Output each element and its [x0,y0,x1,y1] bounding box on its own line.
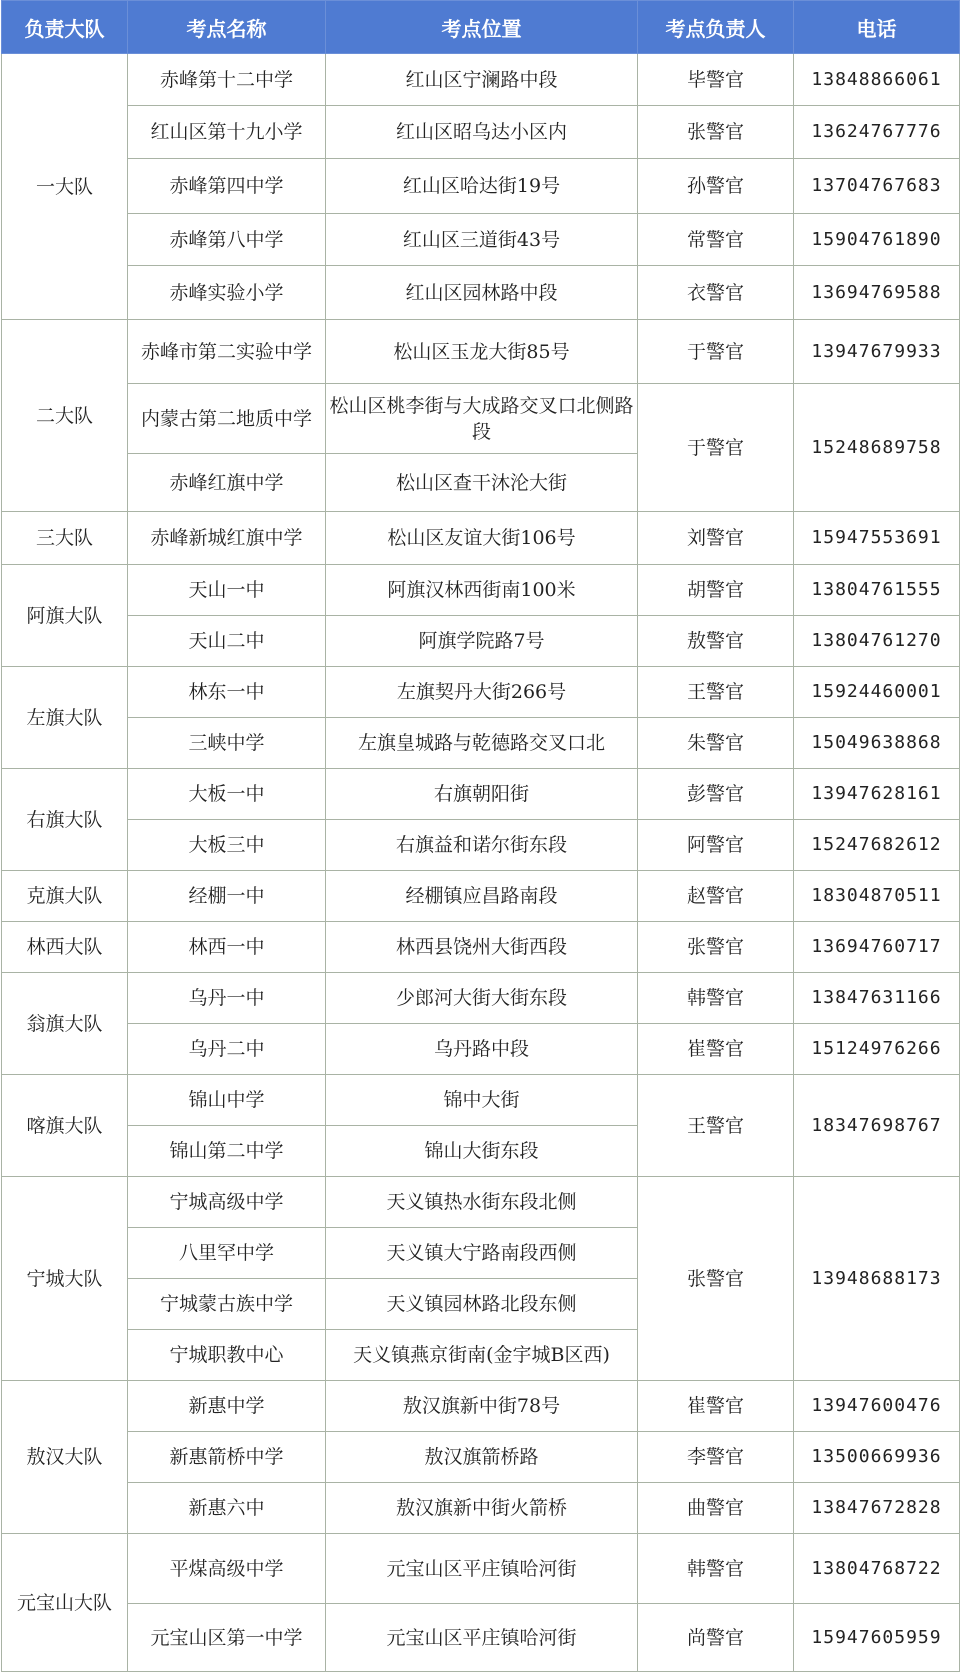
phone: 13624767776 [794,106,960,159]
site-name: 林西一中 [128,922,326,973]
officer: 孙警官 [638,159,794,214]
site-location: 红山区昭乌达小区内 [326,106,638,159]
site-location: 乌丹路中段 [326,1024,638,1075]
table-row [2,667,960,718]
site-name: 宁城职教中心 [128,1330,326,1381]
site-location: 元宝山区平庄镇哈河街 [326,1534,638,1604]
phone: 13847631166 [794,973,960,1024]
table-row [2,1534,960,1604]
officer: 张警官 [638,1177,794,1381]
site-name: 新惠中学 [128,1381,326,1432]
site-name: 林东一中 [128,667,326,718]
site-name: 赤峰实验小学 [128,266,326,320]
officer: 曲警官 [638,1483,794,1534]
officer: 王警官 [638,1075,794,1177]
team-cell: 二大队 [2,320,128,512]
site-location: 林西县饶州大街西段 [326,922,638,973]
table-row [2,1604,960,1672]
phone: 15924460001 [794,667,960,718]
site-name: 赤峰红旗中学 [128,454,326,512]
officer: 毕警官 [638,54,794,106]
officer: 王警官 [638,667,794,718]
site-name: 锦山中学 [128,1075,326,1126]
site-name: 乌丹二中 [128,1024,326,1075]
officer: 尚警官 [638,1604,794,1672]
officer: 常警官 [638,214,794,266]
site-location: 锦中大街 [326,1075,638,1126]
phone: 13947628161 [794,769,960,820]
site-name: 元宝山区第一中学 [128,1604,326,1672]
phone: 13847672828 [794,1483,960,1534]
site-location: 松山区友谊大街106号 [326,512,638,565]
table-row [2,1177,960,1228]
site-location: 敖汉旗箭桥路 [326,1432,638,1483]
site-location: 红山区宁澜路中段 [326,54,638,106]
phone: 15248689758 [794,384,960,512]
site-name: 天山一中 [128,565,326,616]
site-name: 天山二中 [128,616,326,667]
table-row [2,1024,960,1075]
table-row [2,871,960,922]
site-location: 左旗契丹大街266号 [326,667,638,718]
table-header-row [2,1,960,54]
team-cell: 翁旗大队 [2,973,128,1075]
site-name: 新惠六中 [128,1483,326,1534]
phone: 15947605959 [794,1604,960,1672]
table-row [2,1483,960,1534]
site-name: 锦山第二中学 [128,1126,326,1177]
site-name: 赤峰市第二实验中学 [128,320,326,384]
site-location: 阿旗汉林西街南100米 [326,565,638,616]
table-row [2,54,960,106]
officer: 彭警官 [638,769,794,820]
phone: 13804761555 [794,565,960,616]
site-name: 大板一中 [128,769,326,820]
team-cell: 一大队 [2,54,128,320]
table-row [2,266,960,320]
officer: 韩警官 [638,973,794,1024]
site-name: 乌丹一中 [128,973,326,1024]
table-row [2,320,960,384]
site-location: 红山区哈达街19号 [326,159,638,214]
site-location: 松山区查干沐沦大街 [326,454,638,512]
phone: 13704767683 [794,159,960,214]
officer: 张警官 [638,106,794,159]
site-location: 红山区园林路中段 [326,266,638,320]
table-row [2,922,960,973]
officer: 赵警官 [638,871,794,922]
phone: 13948688173 [794,1177,960,1381]
officer: 朱警官 [638,718,794,769]
site-location: 天义镇大宁路南段西侧 [326,1228,638,1279]
officer: 于警官 [638,384,794,512]
table-row [2,565,960,616]
site-location: 左旗皇城路与乾德路交叉口北 [326,718,638,769]
phone: 13804768722 [794,1534,960,1604]
site-location: 敖汉旗新中街火箭桥 [326,1483,638,1534]
officer: 李警官 [638,1432,794,1483]
team-cell: 林西大队 [2,922,128,973]
site-location: 右旗益和诺尔街东段 [326,820,638,871]
site-location: 阿旗学院路7号 [326,616,638,667]
table-row [2,820,960,871]
site-name: 大板三中 [128,820,326,871]
site-name: 宁城高级中学 [128,1177,326,1228]
header-phone: 电话 [794,1,960,54]
table-row [2,769,960,820]
team-cell: 三大队 [2,512,128,565]
phone: 13947679933 [794,320,960,384]
site-name: 八里罕中学 [128,1228,326,1279]
site-name: 三峡中学 [128,718,326,769]
phone: 13694769588 [794,266,960,320]
site-location: 右旗朝阳街 [326,769,638,820]
phone: 13804761270 [794,616,960,667]
phone: 13947600476 [794,1381,960,1432]
officer: 刘警官 [638,512,794,565]
officer: 阿警官 [638,820,794,871]
phone: 13500669936 [794,1432,960,1483]
site-location: 天义镇园林路北段东侧 [326,1279,638,1330]
header-team: 负责大队 [2,1,128,54]
site-location: 天义镇燕京街南(金宇城B区西) [326,1330,638,1381]
site-location: 少郎河大街大街东段 [326,973,638,1024]
team-cell: 阿旗大队 [2,565,128,667]
table-row [2,1432,960,1483]
header-site-name: 考点名称 [128,1,326,54]
table-row [2,512,960,565]
officer: 衣警官 [638,266,794,320]
phone: 15247682612 [794,820,960,871]
table-row [2,973,960,1024]
team-cell: 宁城大队 [2,1177,128,1381]
site-name: 宁城蒙古族中学 [128,1279,326,1330]
officer: 张警官 [638,922,794,973]
table-row [2,384,960,454]
site-name: 经棚一中 [128,871,326,922]
table-row [2,106,960,159]
site-location: 天义镇热水街东段北侧 [326,1177,638,1228]
officer: 崔警官 [638,1381,794,1432]
team-cell: 克旗大队 [2,871,128,922]
table-row [2,1381,960,1432]
team-cell: 左旗大队 [2,667,128,769]
table-row [2,1075,960,1126]
officer: 胡警官 [638,565,794,616]
header-officer: 考点负责人 [638,1,794,54]
site-name: 内蒙古第二地质中学 [128,384,326,454]
phone: 15904761890 [794,214,960,266]
team-cell: 敖汉大队 [2,1381,128,1534]
table-row [2,718,960,769]
table-row [2,616,960,667]
team-cell: 右旗大队 [2,769,128,871]
officer: 韩警官 [638,1534,794,1604]
phone: 13848866061 [794,54,960,106]
site-name: 赤峰第十二中学 [128,54,326,106]
site-name: 平煤高级中学 [128,1534,326,1604]
phone: 13694760717 [794,922,960,973]
site-name: 红山区第十九小学 [128,106,326,159]
exam-site-table [1,0,960,1672]
site-location: 敖汉旗新中街78号 [326,1381,638,1432]
phone: 18304870511 [794,871,960,922]
officer: 于警官 [638,320,794,384]
site-name: 新惠箭桥中学 [128,1432,326,1483]
site-name: 赤峰第四中学 [128,159,326,214]
site-location: 元宝山区平庄镇哈河街 [326,1604,638,1672]
site-name: 赤峰新城红旗中学 [128,512,326,565]
phone: 15947553691 [794,512,960,565]
header-site-location: 考点位置 [326,1,638,54]
phone: 18347698767 [794,1075,960,1177]
table-row [2,159,960,214]
phone: 15124976266 [794,1024,960,1075]
team-cell: 元宝山大队 [2,1534,128,1672]
site-location: 锦山大街东段 [326,1126,638,1177]
site-name: 赤峰第八中学 [128,214,326,266]
site-location: 经棚镇应昌路南段 [326,871,638,922]
phone: 15049638868 [794,718,960,769]
site-location: 松山区桃李街与大成路交叉口北侧路段 [326,384,638,454]
officer: 敖警官 [638,616,794,667]
team-cell: 喀旗大队 [2,1075,128,1177]
site-location: 红山区三道街43号 [326,214,638,266]
officer: 崔警官 [638,1024,794,1075]
site-location: 松山区玉龙大街85号 [326,320,638,384]
table-row [2,214,960,266]
